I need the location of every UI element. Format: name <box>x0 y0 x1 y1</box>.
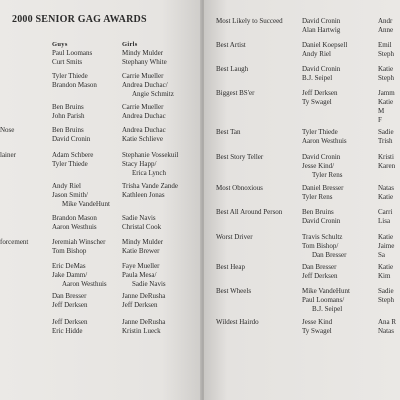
winner-name: Andy Riel <box>302 50 331 58</box>
winner-name: Andy Riel <box>52 182 81 190</box>
winner-name: Brandon Mason <box>52 81 97 89</box>
guys-winners <box>302 17 340 35</box>
guys-winners <box>302 184 343 202</box>
winner-name: John Parish <box>52 112 85 120</box>
guys-winners <box>302 65 340 83</box>
winner-name: Curt Smits <box>52 58 83 66</box>
winner-name: Jeremiah Winscher <box>52 238 106 246</box>
girls-winners <box>122 262 166 289</box>
award-category: Biggest BS'er <box>216 89 255 97</box>
award-category: Best Heap <box>216 263 245 271</box>
guys-winners <box>52 182 110 209</box>
winner-name: David Cronin <box>302 65 341 73</box>
winner-name: Emil <box>378 41 392 49</box>
winner-name: Carrie Mueller <box>122 103 164 111</box>
winner-name: Ty Swagel <box>302 98 332 106</box>
winner-name: Dan Bresser <box>52 292 87 300</box>
winner-name: Travis Schultz <box>302 233 343 241</box>
winner-name: Faye Mueller <box>122 262 160 270</box>
girls-winners <box>378 208 392 226</box>
winner-name: Eric DeMas <box>52 262 86 270</box>
winner-name: Stacy Happ/ <box>122 160 157 168</box>
guys-header: Guys <box>52 41 68 48</box>
winner-name: Kristin Lueck <box>122 327 161 335</box>
winner-name: David Cronin <box>302 153 341 161</box>
guys-winners <box>52 318 87 336</box>
guys-winners <box>52 214 97 232</box>
winner-name: Eric Hidde <box>52 327 83 335</box>
winner-name: M <box>378 107 385 115</box>
winner-name: Ben Bruins <box>302 208 334 216</box>
winner-name: Tyler Thiede <box>52 160 88 168</box>
girls-winners <box>378 41 394 59</box>
winner-name: Janne DeRusha <box>122 292 166 300</box>
winner-name: Anne <box>378 26 394 34</box>
winner-name: Dan Bresser <box>312 251 347 259</box>
winner-name: Andr <box>378 17 393 25</box>
winner-name: Jaime <box>378 242 395 250</box>
winner-name: Jeff Derksen <box>122 301 158 309</box>
winner-name: Paul Loomans/ <box>302 296 345 304</box>
guys-winners <box>302 153 342 180</box>
winner-name: Mike VandeHunt <box>302 287 350 295</box>
guys-winners <box>302 128 347 146</box>
award-category: Best Artist <box>216 41 246 49</box>
page-title: 2000 SENIOR GAG AWARDS <box>12 14 147 25</box>
girls-winners <box>378 233 394 260</box>
winner-name: Ty Swagel <box>302 327 332 335</box>
guys-winners <box>302 41 347 59</box>
winner-name: Tyler Rens <box>302 193 333 201</box>
winner-name: Alan Hartwig <box>302 26 341 34</box>
award-category: Worst Driver <box>216 233 253 241</box>
winner-name: Daniel Koepsell <box>302 41 348 49</box>
winner-name: Steph <box>378 74 394 82</box>
girls-winners <box>378 184 394 202</box>
girls-winners <box>122 182 178 200</box>
right-page <box>204 0 400 400</box>
winner-name: Carri <box>378 208 393 216</box>
guys-winners <box>52 103 84 121</box>
winner-name: Katie <box>378 98 394 106</box>
winner-name: Jeff Derksen <box>52 318 88 326</box>
winner-name: David Cronin <box>52 135 91 143</box>
winner-name: Jeff Derksen <box>302 272 338 280</box>
winner-name: Lisa <box>378 217 391 225</box>
winner-name: Aaron Westhuis <box>52 223 97 231</box>
winner-name: Tyler Rens <box>312 171 343 179</box>
award-category: Nose <box>0 126 15 134</box>
winner-name: Dan Bresser <box>302 263 337 271</box>
girls-winners <box>122 72 174 99</box>
winner-name: Adam Schbere <box>52 151 94 159</box>
winner-name: Tyler Thiede <box>302 128 338 136</box>
winner-name: Sadie Navis <box>122 214 156 222</box>
winner-name: Aaron Westhuis <box>62 280 107 288</box>
award-category: Best All Around Person <box>216 208 283 216</box>
award-category: Best Tan <box>216 128 241 136</box>
winner-name: Kim <box>378 272 391 280</box>
guys-winners <box>302 287 350 314</box>
award-category: Best Laugh <box>216 65 249 73</box>
girls-winners <box>122 214 161 232</box>
award-category: Most Obnoxious <box>216 184 263 192</box>
girls-winners <box>122 49 167 67</box>
winner-name: Kathleen Jonas <box>122 191 165 199</box>
winner-name: Stephanie Vossekuil <box>122 151 179 159</box>
winner-name: Janne DeRusha <box>122 318 166 326</box>
winner-name: Karen <box>378 162 396 170</box>
winner-name: Mike VandeHunt <box>62 200 110 208</box>
guys-winners <box>52 238 105 256</box>
winner-name: Jason Smith/ <box>52 191 88 199</box>
winner-name: Erica Lynch <box>132 169 167 177</box>
guys-winners <box>302 233 346 260</box>
guys-winners <box>52 72 97 90</box>
guys-winners <box>52 151 93 169</box>
winner-name: Sadie <box>378 128 394 136</box>
girls-winners <box>378 318 396 336</box>
girls-winners <box>378 89 395 125</box>
winner-name: Tyler Thiede <box>52 72 88 80</box>
girls-winners <box>378 17 393 35</box>
winner-name: Tom Bishop <box>52 247 87 255</box>
guys-winners <box>52 262 107 289</box>
winner-name: Jake Damm/ <box>52 271 88 279</box>
winner-name: Andrea Duchac <box>122 126 166 134</box>
girls-winners <box>378 287 394 305</box>
winner-name: Katie Schlieve <box>122 135 164 143</box>
winner-name: Natas <box>378 184 394 192</box>
girls-winners <box>122 238 163 256</box>
award-category: Most Likely to Succeed <box>216 17 283 25</box>
guys-winners <box>52 126 90 144</box>
winner-name: Paula Mesa/ <box>122 271 157 279</box>
winner-name: Katie <box>378 263 394 271</box>
winner-name: Natas <box>378 327 394 335</box>
winner-name: Jeff Derksen <box>52 301 88 309</box>
winner-name: Ben Bruins <box>52 126 84 134</box>
girls-winners <box>122 103 166 121</box>
girls-winners <box>122 126 166 144</box>
award-category: Best Story Teller <box>216 153 264 161</box>
winner-name: Sadie <box>378 287 394 295</box>
winner-name: B.J. Seipel <box>302 74 333 82</box>
award-category: forcement <box>0 238 29 246</box>
winner-name: Daniel Bresser <box>302 184 344 192</box>
award-category: Wildest Hairdo <box>216 318 259 326</box>
guys-winners <box>52 49 92 67</box>
winner-name: Trisha Vande Zande <box>122 182 178 190</box>
winner-name: Mindy Mulder <box>122 49 164 57</box>
winner-name: Carrie Mueller <box>122 72 164 80</box>
winner-name: David Cronin <box>302 17 341 25</box>
winner-name: Steph <box>378 50 394 58</box>
winner-name: Jeff Derksen <box>302 89 338 97</box>
girls-winners <box>122 292 165 310</box>
winner-name: Brandon Mason <box>52 214 97 222</box>
winner-name: Christal Cook <box>122 223 162 231</box>
winner-name: Aaron Westhuis <box>302 137 347 145</box>
winner-name: Ana R <box>378 318 397 326</box>
guys-winners <box>302 318 332 336</box>
winner-name: Katie <box>378 193 394 201</box>
winner-name: Angie Schmitz <box>132 90 174 98</box>
award-category: Best Wheels <box>216 287 252 295</box>
winner-name: Andrea Duchac <box>122 112 166 120</box>
winner-name: Kristi <box>378 153 394 161</box>
girls-winners <box>122 318 165 336</box>
winner-name: Jesse Kind <box>302 318 333 326</box>
winner-name: David Cronin <box>302 217 341 225</box>
winner-name: Sa <box>378 251 385 259</box>
winner-name: B.J. Seipel <box>312 305 343 313</box>
winner-name: Katie <box>378 65 394 73</box>
winner-name: Paul Loomans <box>52 49 93 57</box>
winner-name: Ben Bruins <box>52 103 84 111</box>
girls-winners <box>378 153 395 171</box>
girls-winners <box>122 151 178 178</box>
guys-winners <box>302 89 337 107</box>
girls-winners <box>378 263 393 281</box>
winner-name: Jesse Kind/ <box>302 162 335 170</box>
winner-name: Mindy Mulder <box>122 238 164 246</box>
award-category: lainer <box>0 151 16 159</box>
winner-name: Steph <box>378 296 394 304</box>
guys-winners <box>52 292 87 310</box>
winner-name: Andrea Duchac/ <box>122 81 168 89</box>
girls-winners <box>378 65 394 83</box>
winner-name: Tom Bishop/ <box>302 242 339 250</box>
winner-name: Katie <box>378 233 394 241</box>
winner-name: Trish <box>378 137 393 145</box>
guys-winners <box>302 263 337 281</box>
girls-header: Girls <box>122 41 138 48</box>
winner-name: Katie Brewer <box>122 247 160 255</box>
winner-name: Stephany White <box>122 58 167 66</box>
girls-winners <box>378 128 394 146</box>
winner-name: Sadie Navis <box>132 280 166 288</box>
winner-name: F <box>378 116 382 124</box>
winner-name: Jamm <box>378 89 395 97</box>
guys-winners <box>302 208 340 226</box>
